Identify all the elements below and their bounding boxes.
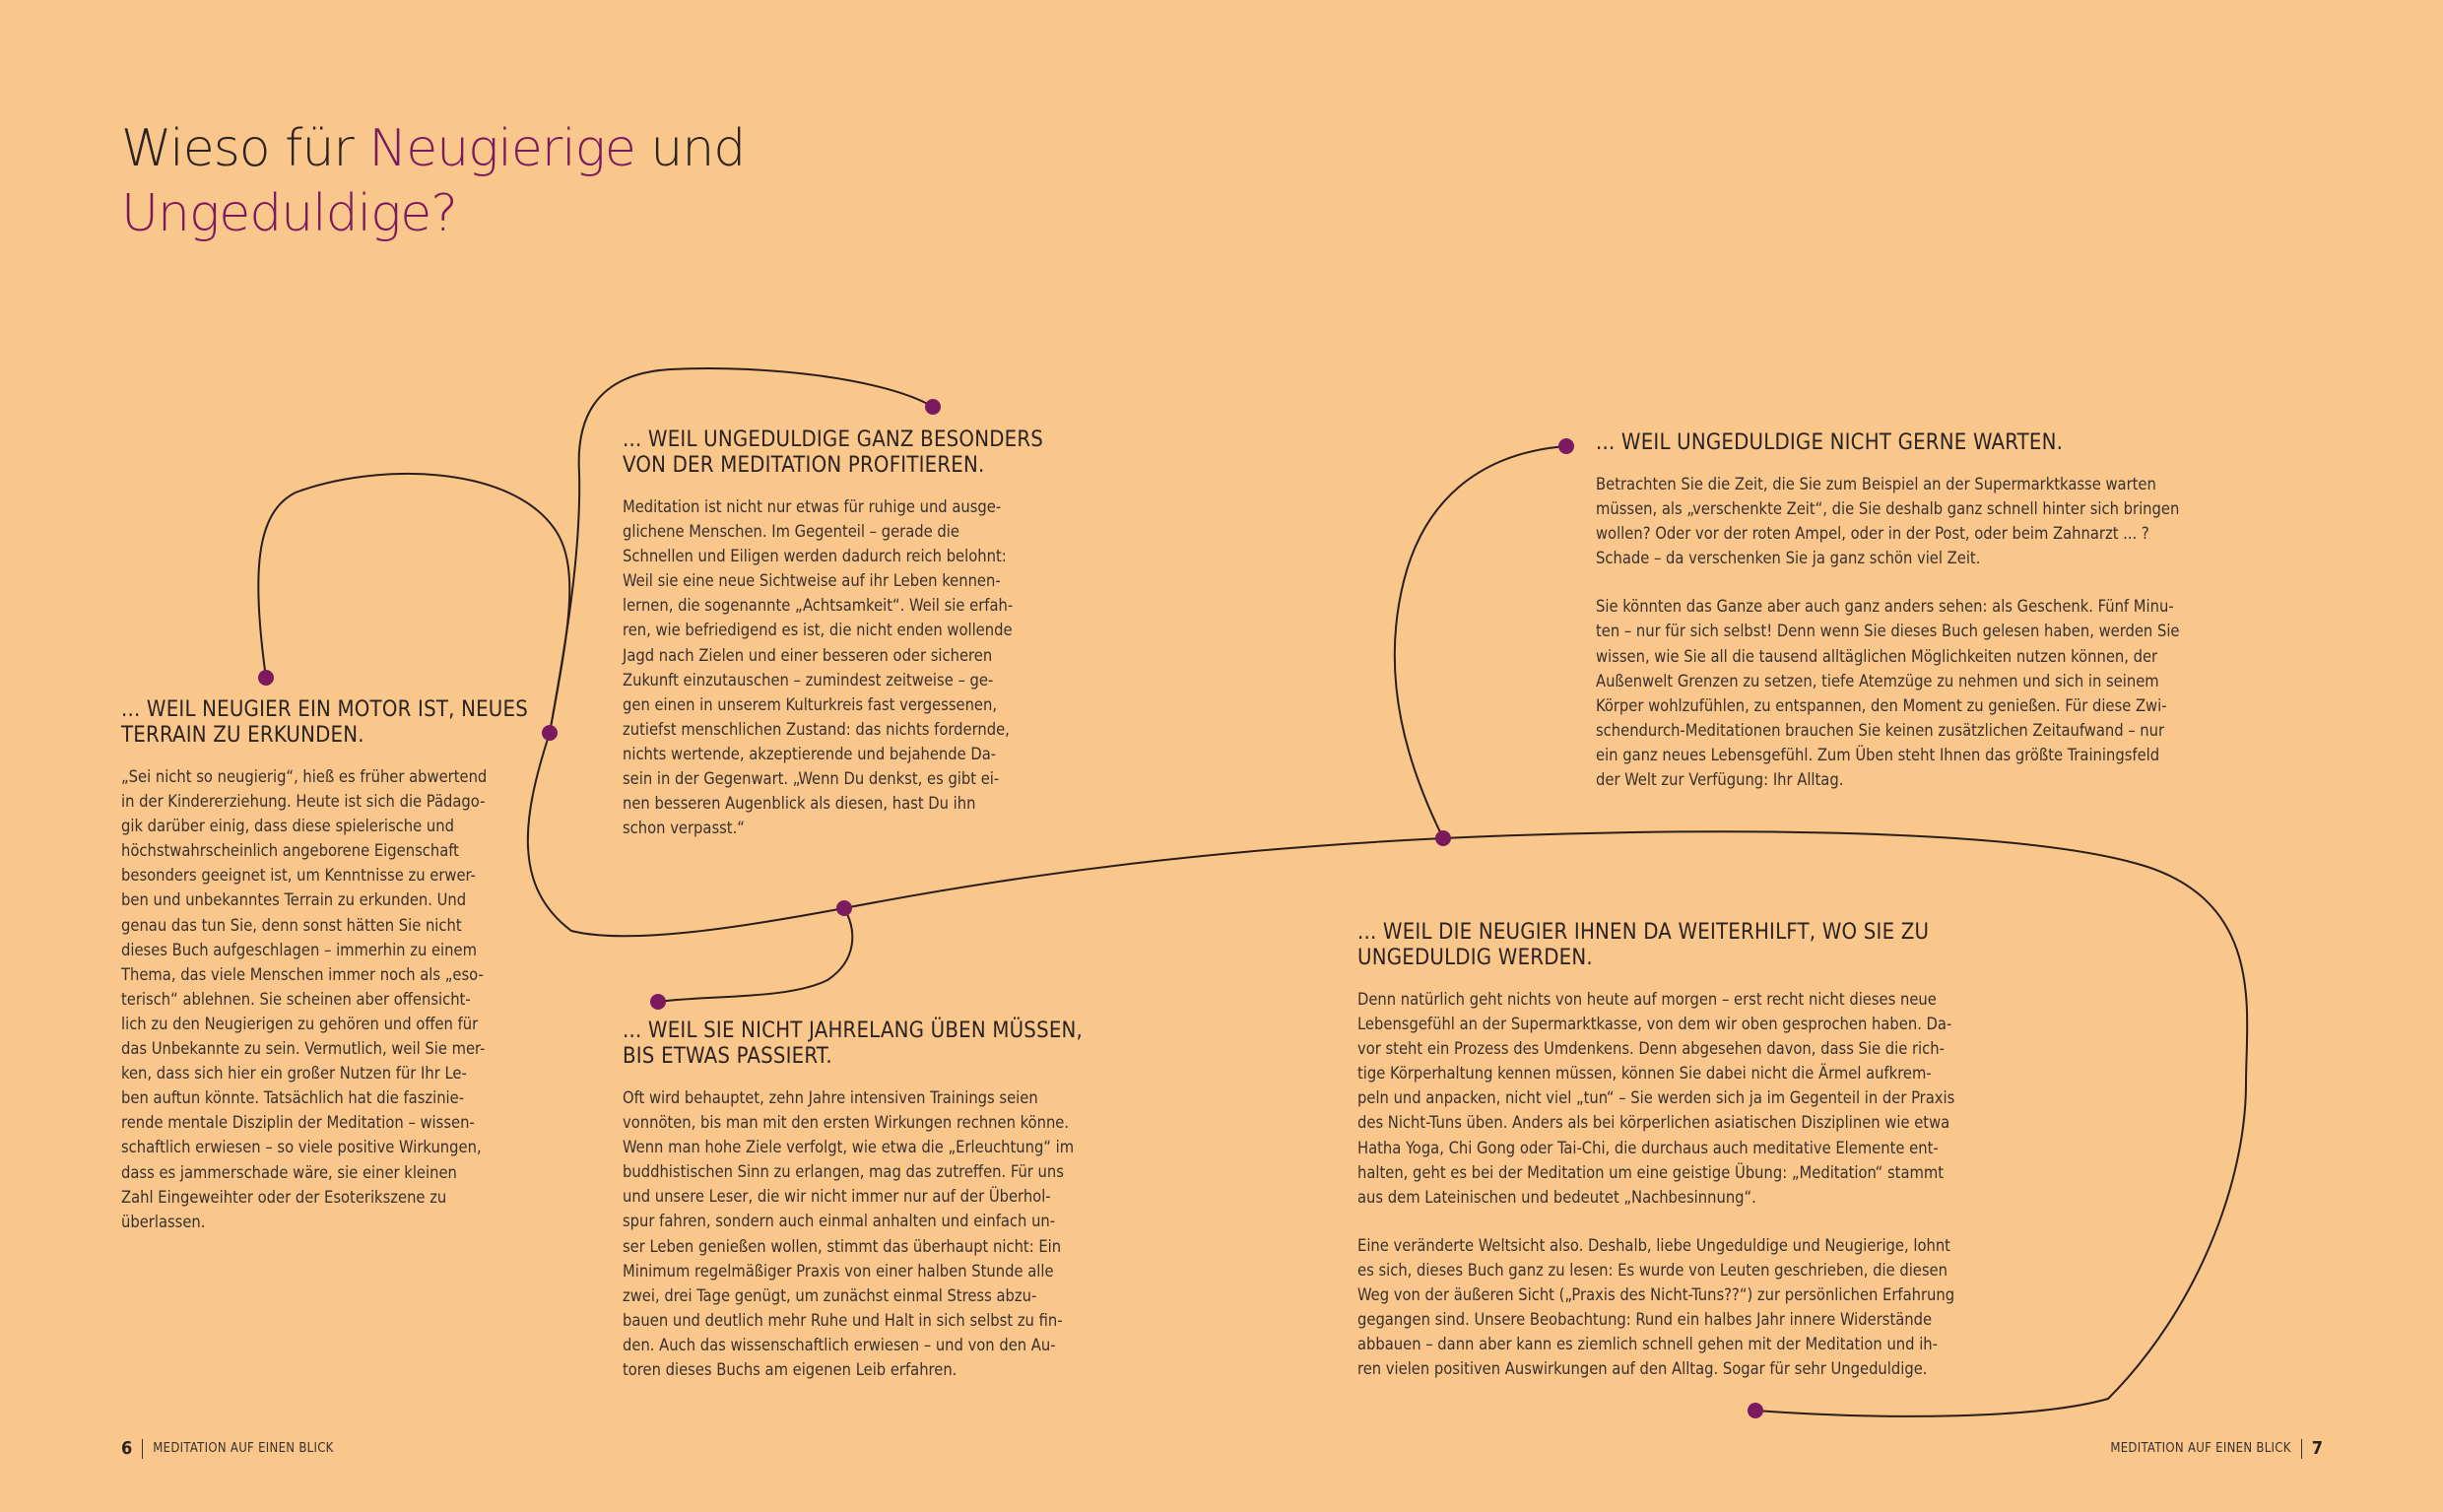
- footer-divider: [2301, 1439, 2302, 1459]
- path-dot-5: [650, 994, 666, 1010]
- footer-right: [2110, 1438, 2323, 1459]
- connector-line-left-loop: [258, 474, 569, 733]
- path-dot-4: [836, 900, 852, 916]
- title-part-1: Wieso für: [121, 119, 369, 178]
- section-body-paragraph-2: Sie könnten das Ganze aber auch ganz anders sehen: als Geschenk. Fünf Minu- ten – nur für sich selbst! Denn wenn Sie dieses Buch gelesen haben, werden Sie wissen, wie Sie all die tausend alltäglichen Möglichkeiten nutzen können, der Außenwelt Grenzen zu setzen, tiefe Atemzüge zu nehmen und sich in seinem Körper wohlzufühlen, zu entspannen, den Moment zu genießen. Für diese Zwi- schendurch-Meditationen brauchen Sie keinen zusätzlichen Zeitaufwand – nur ein ganz neues Lebensgefühl. Zum Üben steht Ihnen das größte Trainingsfeld der Welt zur Verfügung: Ihr Alltag.: [1596, 597, 2180, 790]
- section-heading: ... WEIL DIE NEUGIER IHNEN DA WEITERHILFT, WO SIE ZU UNGEDULDIG WERDEN.: [1357, 920, 1930, 970]
- path-dot-7: [1558, 438, 1574, 454]
- page-number-left: 6: [121, 1438, 133, 1459]
- section-body-paragraph-1: Denn natürlich geht nichts von heute auf morgen – erst recht nicht dieses neue Lebensgefühl an der Supermarktkasse, von dem wir oben gesprochen haben. Da- vor steht ein Prozess des Umdenkens. Denn abgesehen davon, dass Sie die rich- tige Körperhaltung kennen müssen, können Sie dabei nicht die Ärmel aufkrem- peln und anpacken, nicht viel „tun“ – Sie werden sich ja im Gegenteil in der Praxis des Nicht-Tuns üben. Anders als bei körperlichen asiatischen Disziplinen wie etwa Hatha Yoga, Chi Gong oder Tai-Chi, die durchaus auch meditative Elemente ent- halten, geht es bei der Meditation um eine geistige Übung: „Meditation“ stammt aus dem Lateinischen und bedeutet „Nachbesinnung“.: [1357, 990, 1955, 1207]
- path-dot-1: [258, 670, 274, 686]
- footer-left: [121, 1438, 334, 1459]
- title-accent-ungeduldige: Ungeduldige?: [121, 184, 457, 243]
- section-body-paragraph-2: Eine veränderte Weltsicht also. Deshalb, liebe Ungeduldige und Neugierige, lohnt es sich, dieses Buch ganz zu lesen: Es wurde von Leuten geschrieben, die diesen Weg von der äußeren Sicht („Praxis des Nicht-Tuns??“) zur persönlichen Erfahrung gegangen sind. Unsere Beobachtung: Rund ein halbes Jahr innere Widerstände abbauen – dann aber kann es ziemlich schnell gehen mit der Meditation und ih- ren vielen positiven Auswirkungen auf den Alltag. Sogar für sehr Ungeduldige.: [1357, 1235, 1955, 1379]
- path-dot-3: [925, 399, 941, 415]
- section-body: Meditation ist nicht nur etwas für ruhige und ausge- glichene Menschen. Im Gegenteil – gerade die Schnellen und Eiligen werden dadurch reich belohnt: Weil sie eine neue Sichtweise auf ihr Leben kennen- lernen, die sogenannte „Achtsamkeit“. Weil sie erfah- ren, wie befriedigend es ist, die nicht enden wollende Jagd nach Zielen und einer besseren oder sicheren Zukunft einzutauschen – zumindest zeitweise – ge- gen einen in unserem Kulturkreis fast vergessenen, zutiefst menschlichen Zustand: das nichts fordernde, nichts wertende, akzeptierende und bejahende Da- sein in der Gegenwart. „Wenn Du denkst, es gibt ei- nen besseren Augenblick als diesen, hast Du ihn schon verpasst.“: [623, 497, 1014, 838]
- section-ungeduldige-profitieren: [623, 427, 1056, 864]
- path-dot-6: [1435, 830, 1451, 846]
- connector-line-bottom-branch: [658, 908, 852, 1002]
- section-body: „Sei nicht so neugierig“, hieß es früher abwertend in der Kindererziehung. Heute ist sich die Pädago- gik darüber einig, dass diese spielerische und höchstwahrscheinlich angeborene Eigenschaft besonders geeignet ist, um Kenntnisse zu erwer- ben und unbekanntes Terrain zu erkunden. Und genau das tun Sie, denn sonst hätten Sie nicht dieses Buch aufgeschlagen – immerhin zu einem Thema, das viele Menschen immer noch als „eso- terisch“ ablehnen. Sie scheinen aber offensicht- lich zu den Neugierigen zu gehören und offen für das Unbekannte zu sein. Vermutlich, weil Sie mer- ken, dass sich hier ein großer Nutzen für Ihr Le- ben auftun könnte. Tatsächlich hat die faszinie- rende mentale Disziplin der Meditation – wissen- schaftlich erwiesen – so viele positive Wirkungen, dass es jammerschade wäre, sie einer kleinen Zahl Eingeweihter oder der Esoterikszene zu überlassen.: [121, 767, 488, 1231]
- connector-line-right-branch: [1395, 446, 1566, 838]
- page-number-right: 7: [2311, 1438, 2323, 1459]
- section-heading: ... WEIL SIE NICHT JAHRELANG ÜBEN MÜSSEN, BIS ETWAS PASSIERT.: [623, 1019, 1084, 1069]
- footer-divider: [142, 1439, 143, 1459]
- section-neugier-motor: [121, 697, 535, 1258]
- section-body: Oft wird behauptet, zehn Jahre intensiven Trainings seien vonnöten, bis man mit den ersten Wirkungen rechnen könne. Wenn man hohe Ziele verfolgt, wie etwa die „Erleuchtung“ im buddhistischen Sinn zu erlangen, mag das zutreffen. Für uns und unsere Leser, die wir nicht immer nur auf der Überhol- spur fahren, sondern auch einmal anhalten und einfach un- ser Leben genießen wollen, stimmt das überhaupt nicht: Ein Minimum regelmäßiger Praxis von einer halben Stunde alle zwei, drei Tage genügt, um zunächst einmal Stress abzu- bauen und deutlich mehr Ruhe und Halt in sich selbst zu fin- den. Auch das wissenschaftlich erwiesen – und von den Au- toren dieses Buchs am eigenen Leib erfahren.: [623, 1088, 1075, 1380]
- section-nicht-jahrelang: [623, 1019, 1105, 1406]
- title-accent-neugierige: Neugierige: [368, 119, 635, 178]
- section-heading: ... WEIL UNGEDULDIGE GANZ BESONDERS VON DER MEDITATION PROFITIEREN.: [623, 427, 1044, 478]
- running-footer-left: MEDITATION AUF EINEN BLICK: [153, 1441, 334, 1456]
- section-body-paragraph-1: Betrachten Sie die Zeit, die Sie zum Beispiel an der Supermarktkasse warten müssen, als „verschenkte Zeit“, die Sie deshalb ganz schnell hinter sich bringen wollen? Oder vor der roten Ampel, oder in der Post, oder beim Zahnarzt ... ? Schade – da verschenken Sie ja ganz schön viel Zeit.: [1596, 475, 2180, 568]
- section-neugier-weiterhilft: [1357, 920, 2008, 1405]
- running-footer-right: MEDITATION AUF EINEN BLICK: [2110, 1441, 2291, 1456]
- path-dot-2: [542, 725, 558, 741]
- title-part-2: und: [634, 119, 746, 178]
- section-heading: ... WEIL NEUGIER EIN MOTOR IST, NEUES TERRAIN ZU ERKUNDEN.: [121, 697, 528, 748]
- section-nicht-gerne-warten: [1596, 430, 2226, 816]
- section-heading: ... WEIL UNGEDULDIGE NICHT GERNE WARTEN.: [1596, 430, 2064, 455]
